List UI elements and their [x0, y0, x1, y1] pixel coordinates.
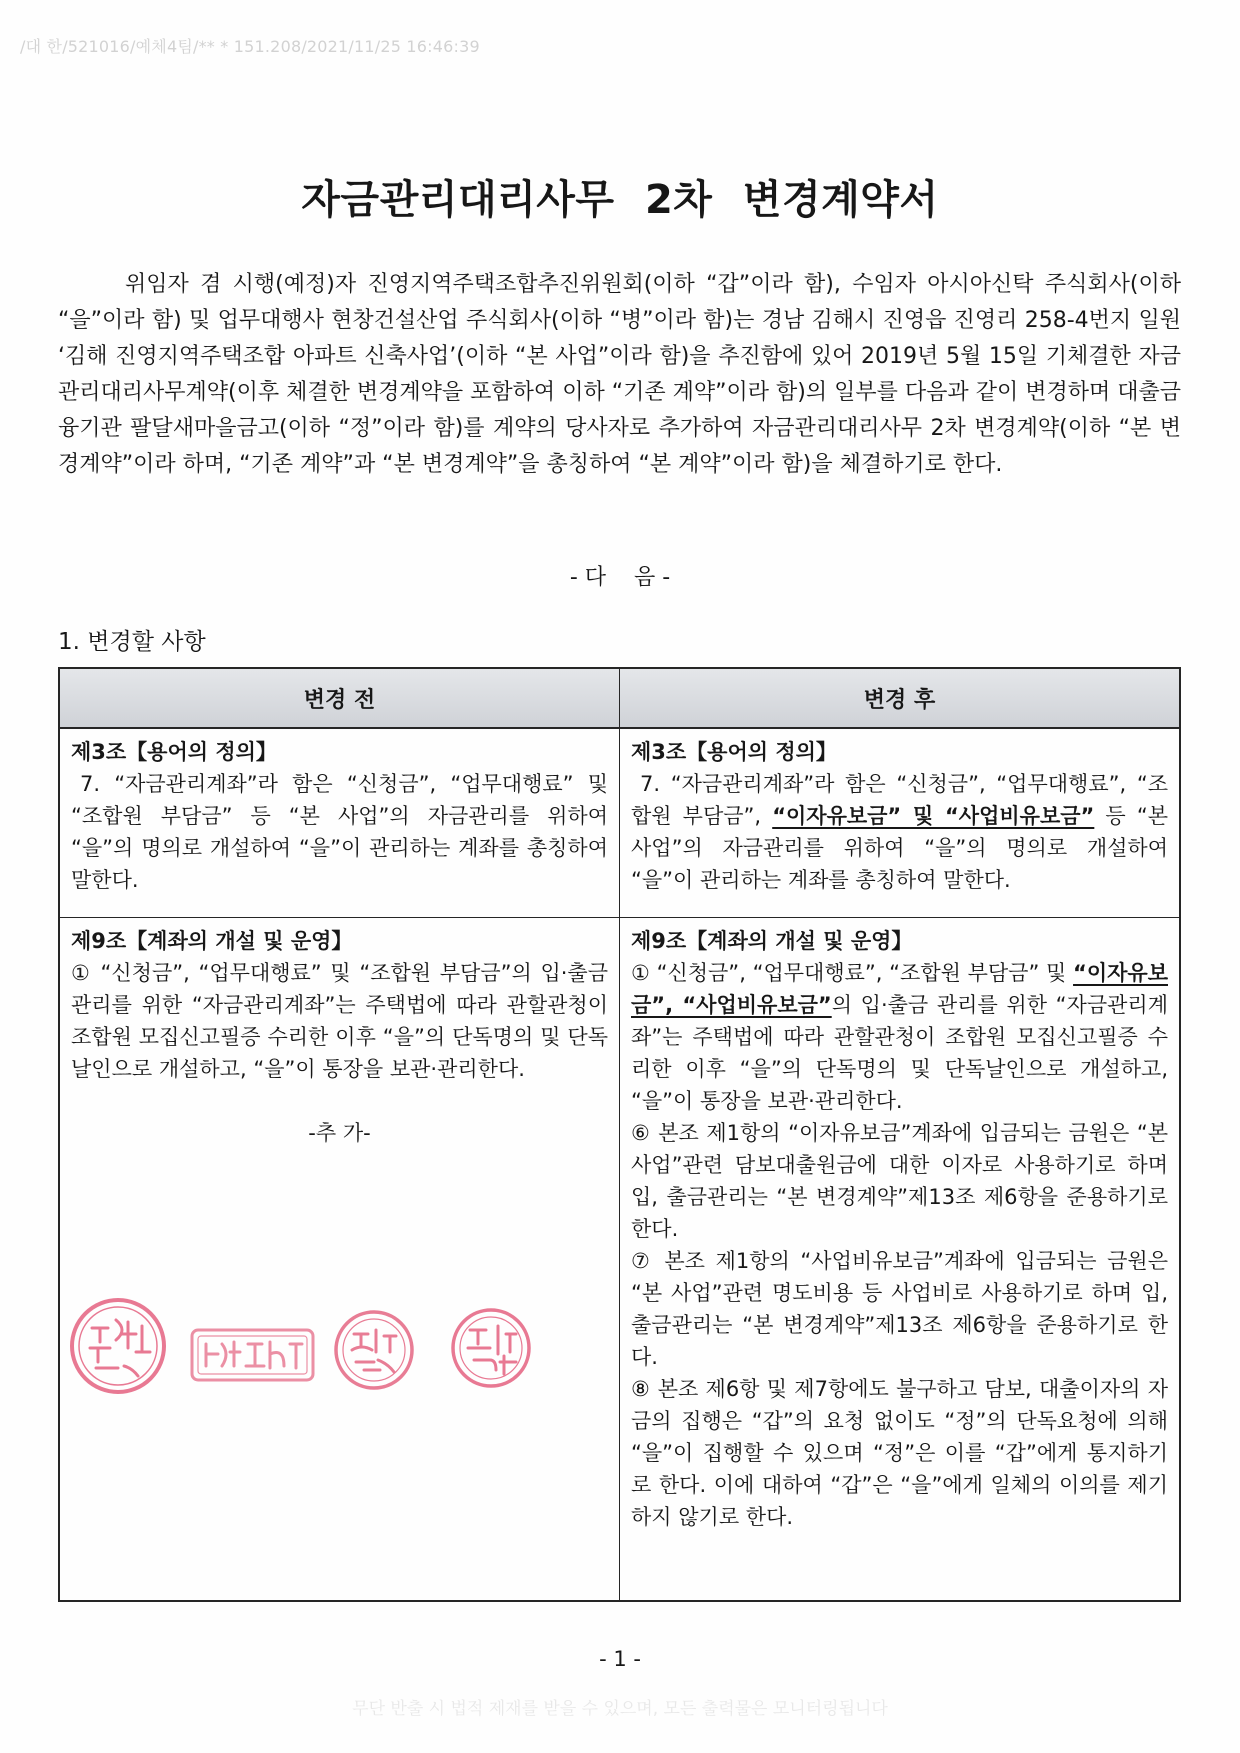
seal-stamp-rectangular [192, 1330, 313, 1380]
seal-stamp-round [336, 1312, 412, 1388]
seal-glyph-strokes [206, 1342, 302, 1368]
clause-item: ⑦ 본조 제1항의 “사업비유보금”계좌에 입금되는 금원은 “본 사업”관련 명도비용 등 사업비로 사용하기로 하며 입, 출금관리는 “본 변경계약”제13조 제6항을 준용하기로 한다. [631, 1249, 1168, 1369]
seal-inner-ring [79, 1307, 157, 1385]
clause-text: 등 “본 사업”의 자금관리를 위하여 “을”의 명의로 개설하여 “을”이 관리하는 계좌를 총칭하여 말한다. [631, 804, 1168, 892]
section-separator: - 다 음 - [569, 565, 671, 590]
seal-outer-ring [336, 1312, 412, 1388]
preamble-paragraph: 위임자 겸 시행(예정)자 진영지역주택조합추진위원회(이하 “갑”이라 함), 수임자 아시아신탁 주식회사(이하 “을”이라 함) 및 업무대행사 현창건설산업 주식회사(이하 “병”이라 함)는 경남 김해시 진영읍 진영리 258-4번지 일원 ‘김해 진영지역주택조합 아파트 신축사업’(이하 “본 사업”이라 함)을 추진함에 있어 2019년 5월 15일 기체결한 자금관리대리사무계약(이후 체결한 변경계약을 포함하여 이하 “기존 계약”이라 함)의 일부를 다음과 같이 변경하며 대출금융기관 팔달새마을금고(이하 “정”이라 함)를 계약의 당사자로 추가하여 자금관리대리사무 2차 변경계약(이하 “본 변경계약”이라 하며, “기존 계약”과 “본 변경계약”을 총칭하여 “본 계약”이라 함)을 체결하기로 한다. [58, 272, 1181, 477]
footer-security-watermark: 무단 반출 시 법적 제재를 받을 수 있으며, 모든 출력물은 모니터링됩니다 [352, 1699, 888, 1719]
print-trace-watermark: /대 한/521016/예체4팀/** * 151.208/2021/11/25 16:46:39 [20, 37, 480, 56]
seal-outer-ring [72, 1300, 164, 1392]
seal-stamps [58, 1290, 618, 1400]
clause-text: 의 입·출금 관리를 위한 “자금관리계좌”는 주택법에 따라 관할관청이 조합원 모집신고필증 수리한 이후 “을”의 단독명의 및 단독날인으로 개설하고, “을”이 통장을 보관·관리한다. [631, 993, 1168, 1113]
section-heading: 1. 변경할 사항 [58, 629, 206, 655]
document-title: 자금관리대리사무 2차 변경계약서 [301, 177, 939, 223]
seal-glyph-strokes [90, 1320, 150, 1376]
clause-item: ⑥ 본조 제1항의 “이자유보금”계좌에 입금되는 금원은 “본 사업”관련 담보대출원금에 대한 이자로 사용하기로 하며 입, 출금관리는 “본 변경계약”제13조 제6항을 준용하기로 한다. [631, 1121, 1168, 1241]
clause-item: ① “신청금”, “업무대행료” 및 “조합원 부담금”의 입·출금 관리를 위한 “자금관리계좌”는 주택법에 따라 관할관청이 조합원 모집신고필증 수리한 이후 “을”의 단독명의 및 단독날인으로 개설하고, “을”이 통장을 보관·관리한다. [71, 961, 608, 1081]
cell-after [620, 918, 1179, 1600]
article-title: 제3조【용어의 정의】 [71, 740, 277, 764]
cell-before [60, 729, 620, 917]
clause-item: ⑧ 본조 제6항 및 제7항에도 불구하고 담보, 대출이자의 자금의 집행은 “갑”의 요청 없이도 “정”의 단독요청에 의해 “을”이 집행할 수 있으며 “정”은 이를 “갑”에게 통지하기로 한다. 이에 대하여 “갑”은 “을”에게 일체의 이의를 제기하지 않기로 한다. [631, 1377, 1168, 1529]
seal-stamp-round [72, 1300, 164, 1392]
clause-text: 7. “자금관리계좌”라 함은 “신청금”, “업무대행료”, “조합원 부담금”, [631, 772, 1168, 828]
cell-before [60, 918, 620, 1600]
clause-text: ① “신청금”, “업무대행료”, “조합원 부담금” 및 [631, 961, 1074, 985]
table-header-row [60, 669, 1179, 729]
column-header-after: 변경 후 [863, 687, 936, 713]
clause-item: 7. “자금관리계좌”라 함은 “신청금”, “업무대행료” 및 “조합원 부담금” 등 “본 사업”의 자금관리를 위하여 “을”의 명의로 개설하여 “을”이 관리하는 계좌를 총칭하여 말한다. [71, 772, 608, 892]
table-row [60, 918, 1179, 1600]
article-title: 제9조【계좌의 개설 및 운영】 [631, 929, 913, 953]
clause-item [631, 957, 1168, 1117]
article-title: 제3조【용어의 정의】 [631, 740, 837, 764]
amendment-comparison-table [58, 667, 1181, 1602]
seal-glyph-strokes [352, 1330, 396, 1372]
table-row [60, 729, 1179, 918]
added-term-emphasis: “이자유보금”, “사업비유보금” [631, 961, 1168, 1017]
seal-stamp-round [453, 1310, 529, 1386]
added-term-emphasis: “이자유보금” 및 “사업비유보금” [772, 804, 1095, 828]
addition-marker: -추 가- [308, 1121, 371, 1145]
column-header-before: 변경 전 [60, 669, 620, 727]
cell-after [620, 729, 1179, 917]
seal-glyph-strokes [468, 1326, 516, 1374]
article-title: 제9조【계좌의 개설 및 운영】 [71, 929, 353, 953]
page-number: - 1 - [599, 1647, 641, 1671]
clause-item [631, 768, 1168, 896]
